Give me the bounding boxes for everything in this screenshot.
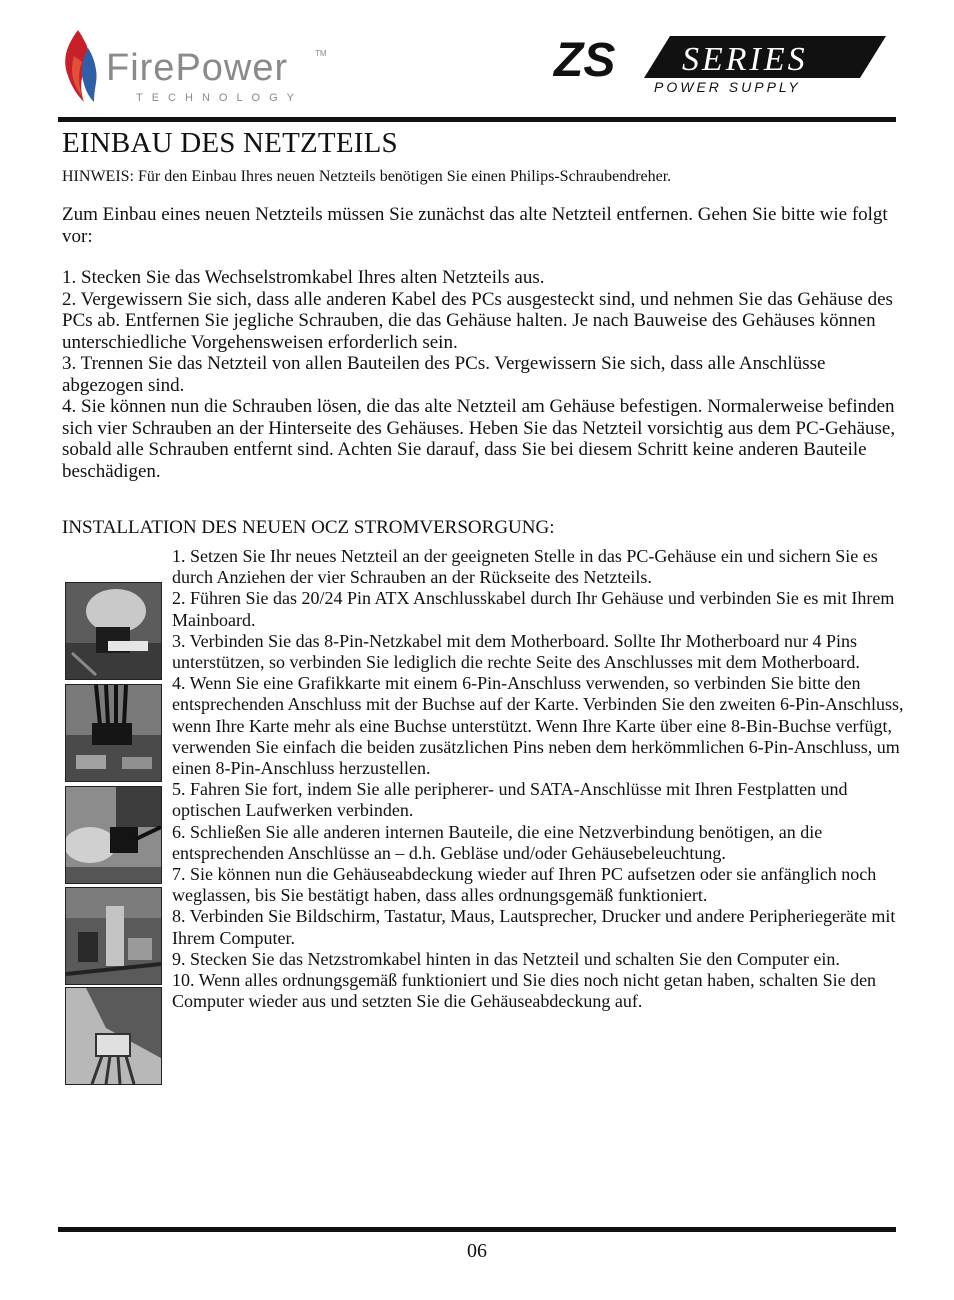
installation-step: 7. Sie können nun die Gehäuseabdeckung wieder auf Ihren PC aufsetzen oder sie anfänglich noch weglassen, bis Sie bestätigt haben, dass alles ordnungsgemäß funktioniert.: [172, 864, 877, 906]
header-rule: [58, 117, 896, 122]
removal-step: 3. Trennen Sie das Netzteil von allen Bauteilen des PCs. Vergewissern Sie sich, dass alle Anschlüsse abgezogen sind.: [62, 353, 826, 396]
series-mark: ZS: [554, 34, 616, 87]
intro-paragraph: Zum Einbau eines neuen Netzteils müssen Sie zunächst das alte Netzteil entfernen. Gehen Sie bitte wie folgt vor:: [62, 204, 888, 247]
zs-series-logo: [548, 30, 888, 100]
brand-subtitle: TECHNOLOGY: [136, 92, 304, 104]
series-subtitle: POWER SUPPLY: [654, 79, 801, 95]
installation-step: 4. Wenn Sie eine Grafikkarte mit einem 6-Pin-Anschluss verwenden, so verbinden Sie bitte den entsprechenden Anschluss mit der Buchse auf der Karte. Verbinden Sie den zweiten 6-Pin-Anschluss, wenn Ihre Karte mehr als eine Buchse unterstützt. Wenn Ihre Karte über eine 8-Bin-Buchse verfügt, verwenden Sie einfach die beiden zusätzlichen Pins neben dem herkömmlichen 6-Pin-Anschluss, um einen 8-Pin-Anschluss herzustellen.: [172, 673, 904, 779]
photo-molex-connector: [65, 987, 162, 1085]
installation-step: 6. Schließen Sie alle anderen internen Bauteile, die eine Netzverbindung benötigen, an die entsprechenden Anschlüsse an – d.h. Gebläse und/oder Gehäusebeleuchtung.: [172, 821, 823, 863]
removal-steps-list: [62, 267, 902, 482]
installation-step: 9. Stecken Sie das Netzstromkabel hinten in das Netzteil und schalten Sie den Computer ein.: [172, 948, 840, 969]
photo-pcie-connector: [65, 786, 162, 884]
removal-step: 4. Sie können nun die Schrauben lösen, die das alte Netzteil am Gehäuse befestigen. Normalerweise befinden sich vier Schrauben an der Hinterseite des Gehäuses. Heben Sie das Netzteil vorsichtig aus dem PC-Gehäuse, sobald alle Schrauben entfernt sind. Achten Sie darauf, dass Sie bei diesem Schritt keine anderen Bauteile beschädigen.: [62, 396, 896, 482]
photo-sata-connector: [65, 887, 162, 985]
hint-note: HINWEIS: Für den Einbau Ihres neuen Netzteils benötigen Sie einen Philips-Schraubendreher.: [62, 168, 672, 185]
series-word: SERIES: [682, 41, 808, 78]
removal-step: 1. Stecken Sie das Wechselstromkabel Ihres alten Netzteils aus.: [62, 267, 545, 288]
installation-step: 8. Verbinden Sie Bildschirm, Tastatur, Maus, Lautsprecher, Drucker und andere Peripheriegeräte mit Ihrem Computer.: [172, 906, 896, 948]
installation-step: 3. Verbinden Sie das 8-Pin-Netzkabel mit dem Motherboard. Sollte Ihr Motherboard nur 4 Pins unterstützen, so verbinden Sie lediglich die rechte Seite des Anschlusses mit dem Motherboard.: [172, 630, 860, 673]
trademark-mark: TM: [315, 49, 327, 58]
footer-rule: [58, 1227, 896, 1232]
removal-step: 2. Vergewissern Sie sich, dass alle anderen Kabel des PCs ausgesteckt sind, und nehmen Sie das Gehäuse des PCs ab. Entfernen Sie jegliche Schrauben, die das Gehäuse halten. Je nach Bauweise des Gehäuses können unterschiedliche Vorgehensweisen erforderlich sein.: [62, 288, 893, 353]
page-title: EINBAU DES NETZTEILS: [62, 127, 398, 159]
firepower-logo: [60, 26, 350, 110]
installation-step: 10. Wenn alles ordnungsgemäß funktioniert und Sie dies noch nicht getan haben, schalten Sie den Computer wieder aus und setzten Sie die Gehäuseabdeckung auf.: [172, 970, 877, 1012]
flame-icon: [65, 30, 96, 102]
installation-heading: INSTALLATION DES NEUEN OCZ STROMVERSORGUNG:: [62, 517, 555, 538]
installation-step: 2. Führen Sie das 20/24 Pin ATX Anschlusskabel durch Ihr Gehäuse und verbinden Sie es mit Ihrem Mainboard.: [172, 588, 895, 630]
photo-atx-connector: [65, 582, 162, 680]
installation-step: 1. Setzen Sie Ihr neues Netzteil an der geeigneten Stelle in das PC-Gehäuse ein und sichern Sie es durch Anziehen der vier Schrauben an der Rückseite des Netzteils.: [172, 546, 878, 588]
brand-name: FirePower: [106, 47, 289, 89]
page-number: 06: [467, 1240, 487, 1262]
installation-step: 5. Fahren Sie fort, indem Sie alle peripherer- und SATA-Anschlüsse mit Ihren Festplatten und optischen Laufwerken verbinden.: [172, 779, 848, 821]
photo-8pin-connector: [65, 684, 162, 782]
installation-steps-list: [172, 546, 910, 1012]
